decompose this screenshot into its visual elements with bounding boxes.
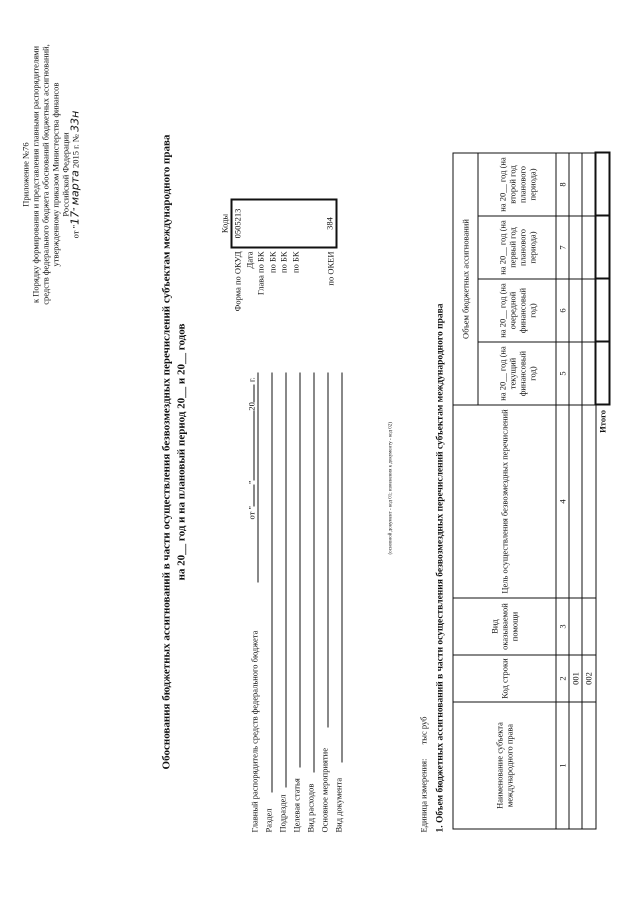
codes-header: Коды (219, 213, 230, 234)
code-row-okud (231, 200, 244, 380)
table-row (569, 153, 582, 829)
code-value (255, 200, 267, 248)
code-row-date (244, 200, 256, 380)
cell-year2[interactable] (569, 279, 582, 342)
total-year1[interactable] (596, 342, 610, 405)
column-number: 5 (556, 342, 569, 405)
appendix-line: к Порядку формирования и представления главными распорядителями (30, 45, 41, 304)
total-year2[interactable] (596, 279, 610, 342)
codes-table (219, 199, 338, 380)
unit-value: тыс руб (418, 716, 429, 745)
allocations-table (453, 152, 611, 830)
code-value (290, 200, 302, 248)
cell-year3[interactable] (569, 216, 582, 279)
cell-purpose[interactable] (569, 405, 582, 598)
field-label: Вид документа (333, 777, 344, 833)
column-number: 3 (556, 598, 569, 655)
date-line-year: 20 (246, 402, 257, 411)
handwritten-month: марта (68, 170, 82, 206)
code-value: 0505213 (231, 200, 244, 248)
code-label: по БК (278, 251, 289, 273)
field-row (275, 373, 289, 833)
col-header-year4: на 20__ год (на второй год планового периода) (478, 153, 556, 216)
field-label: Раздел (263, 808, 274, 833)
col-header-year3: на 20__ год (на первый год планового периода) (478, 216, 556, 279)
appendix-line: средств федерального бюджета обоснований бюджетных ассигнований, (40, 44, 51, 305)
field-row (289, 373, 303, 833)
field-row (247, 373, 261, 833)
code-row-chapter (255, 200, 267, 380)
cell-year4[interactable] (569, 153, 582, 216)
form-title: Обоснования бюджетных ассигнований в части осуществления безвозмездных перечислений субъектам международного права (160, 134, 173, 770)
total-year3[interactable] (596, 216, 610, 279)
total-row (596, 153, 610, 829)
code-label: по ОКЕИ (325, 251, 336, 286)
date-mid: " (70, 207, 81, 211)
header-fields (247, 373, 345, 833)
cell-year4[interactable] (582, 153, 596, 216)
code-row-okei (324, 200, 337, 380)
code-label: Дата (244, 251, 255, 269)
cell-purpose[interactable] (582, 405, 596, 598)
col-header-volume: Объем бюджетных ассигнований (453, 153, 478, 405)
column-number: 2 (556, 655, 569, 702)
code-row-blank (301, 200, 313, 380)
field-line[interactable] (300, 373, 301, 768)
rotated-form-page (1, 0, 640, 905)
code-label (301, 248, 313, 380)
field-line[interactable] (272, 373, 273, 793)
field-line[interactable] (328, 373, 329, 728)
cell-name[interactable] (582, 702, 596, 829)
field-label: Подраздел (277, 794, 288, 833)
code-value (278, 200, 290, 248)
field-label: Главный распорядитель средств федерального бюджета (249, 630, 260, 833)
code-value (313, 200, 325, 248)
unit-row (419, 716, 429, 832)
code-value (301, 200, 313, 248)
field-line[interactable] (258, 373, 259, 583)
cell-name[interactable] (569, 702, 582, 829)
col-header-name: Наименование субъекта международного права (453, 702, 556, 829)
doc-type-note: (основной документ - код 01; изменения к документу - код 02) (388, 422, 394, 555)
appendix-line: Приложение №76 (20, 142, 31, 207)
cell-year3[interactable] (582, 216, 596, 279)
code-row-blank (313, 200, 325, 380)
appendix-line: утвержденному приказом Министерства финансов (50, 82, 61, 267)
appendix-date (68, 5, 82, 345)
cell-year1[interactable] (582, 342, 596, 405)
handwritten-day: 17 (68, 210, 82, 225)
date-prefix: от " (70, 224, 81, 239)
codes-block (219, 79, 338, 380)
table-row (582, 153, 596, 829)
field-line[interactable] (314, 373, 315, 773)
cell-year1[interactable] (569, 342, 582, 405)
cell-aid[interactable] (582, 598, 596, 655)
field-row (317, 373, 331, 833)
handwritten-number: 33н (68, 110, 82, 132)
date-line-prefix: от " (246, 506, 257, 520)
col-header-year2: на 20__ год (на очередной финансовый год) (478, 279, 556, 342)
code-label: по БК (290, 251, 301, 273)
allocations-table-block (453, 152, 611, 830)
field-row (331, 373, 345, 833)
unit-label: Единица измерения: (418, 758, 429, 833)
date-line-suffix: г. (246, 377, 257, 382)
cell-aid[interactable] (569, 598, 582, 655)
field-row (303, 373, 317, 833)
code-label: Глава по БК (255, 251, 266, 296)
col-header-aid: Вид оказываемой помощи (453, 598, 556, 655)
cell-code: 001 (569, 655, 582, 702)
column-number: 7 (556, 216, 569, 279)
field-label: Основное мероприятие (319, 748, 330, 833)
appendix-line: Российской Федерации (60, 132, 71, 217)
column-numbers-row (556, 153, 569, 829)
date-line-middle: " (246, 480, 257, 485)
field-row (261, 373, 275, 833)
col-header-purpose: Цель осуществления безвозмездных перечислений (453, 405, 556, 598)
col-header-year1: на 20__ год (на текущий финансовый год) (478, 342, 556, 405)
field-label: Целевая статья (291, 778, 302, 833)
total-year4[interactable] (596, 153, 610, 216)
total-label: Итого (597, 410, 608, 433)
code-row-subsection (278, 200, 290, 380)
code-label: по БК (267, 251, 278, 273)
col-header-code: Код строки (453, 655, 556, 702)
form-subtitle: на 20__ год и на плановый период 20__ и 20__ годов (175, 323, 188, 581)
code-label (313, 248, 325, 380)
column-number: 6 (556, 279, 569, 342)
field-line[interactable] (342, 373, 343, 763)
code-value: 384 (324, 200, 337, 248)
column-number: 8 (556, 153, 569, 216)
code-value (267, 200, 279, 248)
column-number: 1 (556, 702, 569, 829)
code-value (244, 200, 256, 248)
code-label: Форма по ОКУД (232, 251, 243, 312)
appendix-note (21, 5, 81, 345)
field-line[interactable] (286, 373, 287, 788)
code-row-section (267, 200, 279, 380)
column-number: 4 (556, 405, 569, 598)
section-title: 1. Объем бюджетных ассигнований в части осуществления безвозмездных перечислений субъектам международного права (435, 303, 446, 833)
date-year: 2015 г. № (70, 133, 81, 168)
field-label: Вид расходов (305, 783, 316, 833)
cell-year2[interactable] (582, 279, 596, 342)
cell-code: 002 (582, 655, 596, 702)
code-row-target (290, 200, 302, 380)
